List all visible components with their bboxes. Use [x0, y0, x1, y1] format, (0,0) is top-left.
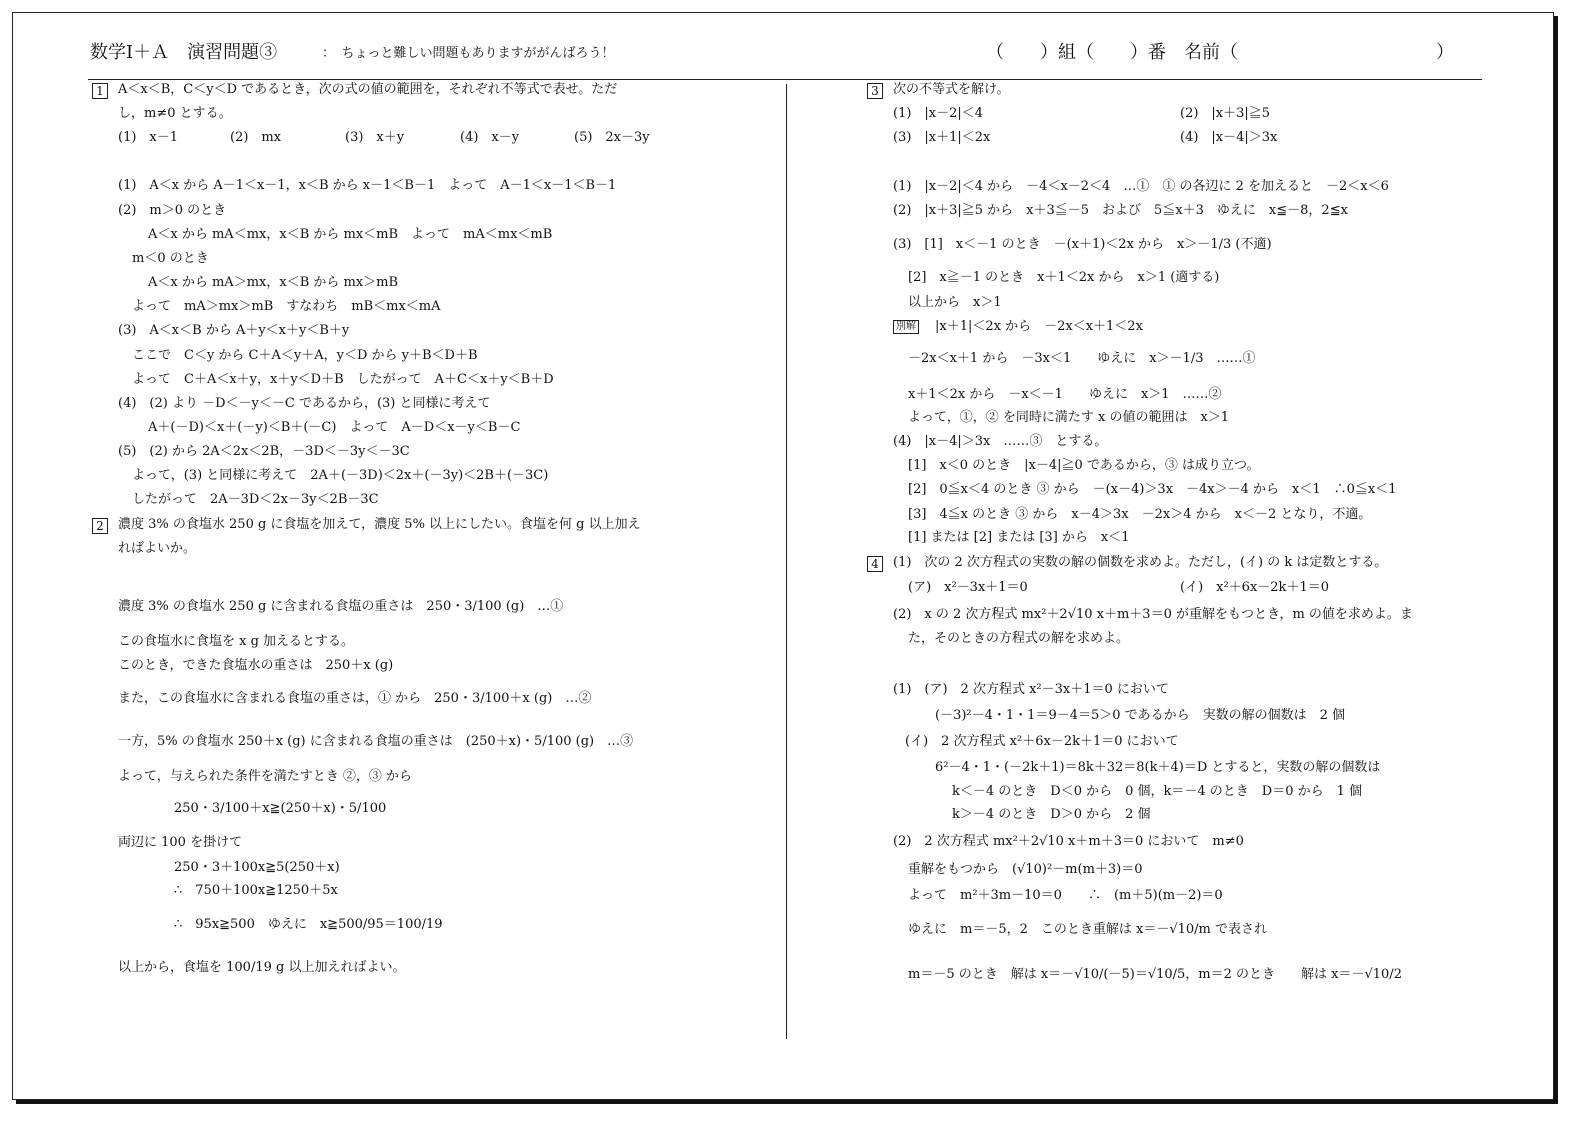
q3-answer-line: [3] 4≦x のとき ③ から x－4＞3x －2x＞4 から x＜－2 となり，不適。 — [908, 507, 1372, 522]
q3-answer-line: (4) |x－4|＞3x ……③ とする。 — [893, 434, 1108, 449]
q1-answer-line: m＜0 のとき — [132, 251, 209, 266]
q1-answer-line: A＋(－D)＜x＋(－y)＜B＋(－C) よって A－D＜x－y＜B－C — [148, 420, 521, 435]
alternate-solution-label: 別解 — [893, 320, 919, 334]
q1-part: (3) x＋y — [345, 130, 405, 145]
question-number-4: 4 — [867, 556, 883, 572]
q1-answer-line: (3) A＜x＜B から A＋y＜x＋y＜B＋y — [118, 323, 350, 338]
q1-part: (4) x－y — [460, 130, 520, 145]
q4-statement-line: た，そのときの方程式の解を求めよ。 — [908, 631, 1130, 646]
q2-statement-line: ればよいか。 — [118, 541, 197, 556]
q3-statement: 次の不等式を解け。 — [893, 82, 1010, 97]
q3-answer-line: (3) [1] x＜－1 のとき －(x＋1)＜2x から x＞－1/3 (不適) — [893, 237, 1272, 252]
q2-answer-line: ∴ 750＋100x≧1250＋5x — [174, 883, 338, 898]
q3-answer-line: |x＋1|＜2x から －2x＜x＋1＜2x — [935, 319, 1143, 334]
q1-answer-line: よって C＋A＜x＋y，x＋y＜D＋B したがって A＋C＜x＋y＜B＋D — [132, 372, 554, 387]
q2-answer-line: この食塩水に食塩を x g 加えるとする。 — [118, 634, 355, 649]
q2-answer-line: 一方，5% の食塩水 250＋x (g) に含まれる食塩の重さは (250＋x)・5/100 (g) …③ — [118, 734, 634, 749]
q3-answer-line: (1) |x－2|＜4 から －4＜x－2＜4 …① ① の各辺に 2 を加えると －2＜x＜6 — [893, 179, 1389, 194]
q4-statement-line: (1) 次の 2 次方程式の実数の解の個数を求めよ。ただし，(イ) の k は定数とする。 — [893, 555, 1388, 570]
q3-answer-line: よって，①，② を同時に満たす x の値の範囲は x＞1 — [908, 410, 1230, 425]
q3-answer-line: [2] x≧－1 のとき x＋1＜2x から x＞1 (適する) — [908, 270, 1220, 285]
question-number-1: 1 — [92, 83, 108, 99]
q3-part: (2) |x＋3|≧5 — [1180, 106, 1271, 121]
worksheet-subtitle: ： ちょっと難しい問題もありますががんばろう！ — [322, 46, 615, 61]
q1-answer-line: (2) m＞0 のとき — [118, 203, 227, 218]
q4-answer-line: 6²－4・1・(－2k＋1)＝8k＋32＝8(k＋4)＝D とすると，実数の解の個数は — [935, 760, 1381, 775]
q1-part: (2) mx — [230, 130, 282, 145]
q4-part: (イ) x²＋6x－2k＋1＝0 — [1180, 580, 1329, 595]
q2-answer-line: よって，与えられた条件を満たすとき ②，③ から — [118, 769, 413, 784]
q1-statement-line: A＜x＜B，C＜y＜D であるとき，次の式の値の範囲を，それぞれ不等式で表せ。ただ — [118, 82, 618, 97]
q3-answer-line: (2) |x＋3|≧5 から x＋3≦－5 および 5≦x＋3 ゆえに x≦－8，2≦x — [893, 203, 1348, 218]
q4-answer-line: (1) (ア) 2 次方程式 x²－3x＋1＝0 において — [893, 682, 1169, 697]
q2-answer-line: また，この食塩水に含まれる食塩の重さは，① から 250・3/100＋x (g) …② — [118, 691, 592, 706]
q2-answer-line: このとき，できた食塩水の重さは 250＋x (g) — [118, 658, 394, 673]
q3-part: (3) |x＋1|＜2x — [893, 130, 991, 145]
q2-answer-line: 250・3＋100x≧5(250＋x) — [174, 860, 340, 875]
q4-answer-line: (イ) 2 次方程式 x²＋6x－2k＋1＝0 において — [905, 734, 1179, 749]
q1-answer-line: (1) A＜x から A－1＜x－1，x＜B から x－1＜B－1 よって A－1＜x－1＜B－1 — [118, 178, 617, 193]
q4-answer-line: k＞－4 のとき D＞0 から 2 個 — [952, 807, 1151, 822]
question-number-2: 2 — [92, 518, 108, 534]
q1-answer-line: (5) (2) から 2A＜2x＜2B，－3D＜－3y＜－3C — [118, 444, 410, 459]
q3-answer-line: 以上から x＞1 — [908, 295, 1002, 310]
q4-answer-line: 重解をもつから (√10)²－m(m＋3)＝0 — [908, 862, 1143, 877]
q2-answer-line: 両辺に 100 を掛けて — [118, 835, 243, 850]
worksheet-title: 数学Ⅰ＋Ａ 演習問題③ — [90, 42, 278, 63]
q3-answer-line: x＋1＜2x から －x＜－1 ゆえに x＞1 ……② — [908, 387, 1222, 402]
q2-answer-line: ∴ 95x≧500 ゆえに x≧500/95＝100/19 — [174, 917, 443, 932]
q4-answer-line: m＝－5 のとき 解は x＝－√10/(－5)＝√10/5，m＝2 のとき 解は x＝－√10/2 — [908, 967, 1402, 982]
q3-part: (4) |x－4|＞3x — [1180, 130, 1278, 145]
q4-statement-line: (2) x の 2 次方程式 mx²＋2√10 x＋m＋3＝0 が重解をもつとき，m の値を求めよ。ま — [893, 607, 1413, 622]
q1-answer-line: よって，(3) と同様に考えて 2A＋(－3D)＜2x＋(－3y)＜2B＋(－3C) — [132, 468, 549, 483]
q2-answer-line: 以上から，食塩を 100/19 g 以上加えればよい。 — [118, 960, 406, 975]
q1-answer-line: ここで C＜y から C＋A＜y＋A，y＜D から y＋B＜D＋B — [132, 348, 478, 363]
q4-part: (ア) x²－3x＋1＝0 — [908, 580, 1028, 595]
q3-answer-line: [1] または [2] または [3] から x＜1 — [908, 530, 1130, 545]
q4-answer-line: (－3)²－4・1・1＝9－4＝5＞0 であるから 実数の解の個数は 2 個 — [935, 708, 1346, 723]
q1-statement-line: し，m≠0 とする。 — [118, 106, 232, 121]
q4-answer-line: (2) 2 次方程式 mx²＋2√10 x＋m＋3＝0 において m≠0 — [893, 834, 1244, 849]
q1-answer-line: (4) (2) より －D＜－y＜－C であるから，(3) と同様に考えて — [118, 396, 491, 411]
q1-part: (1) x－1 — [118, 130, 179, 145]
q4-answer-line: ゆえに m＝－5，2 このとき重解は x＝－√10/m で表され — [908, 922, 1267, 937]
column-divider — [786, 84, 787, 1039]
q3-answer-line: －2x＜x＋1 から －3x＜1 ゆえに x＞－1/3 ……① — [908, 351, 1256, 366]
question-number-3: 3 — [867, 83, 883, 99]
q2-answer-line: 濃度 3% の食塩水 250 g に含まれる食塩の重さは 250・3/100 (g) …① — [118, 599, 564, 614]
q1-part: (5) 2x－3y — [574, 130, 650, 145]
q1-answer-line: よって mA＞mx＞mB すなわち mB＜mx＜mA — [132, 299, 441, 314]
q3-answer-line: [1] x＜0 のとき |x－4|≧0 であるから，③ は成り立つ。 — [908, 458, 1260, 473]
name-field: （ ）組（ ）番 名前（ ） — [986, 42, 1454, 63]
header-divider — [88, 79, 1482, 80]
q2-answer-line: 250・3/100＋x≧(250＋x)・5/100 — [174, 801, 387, 816]
q1-answer-line: A＜x から mA＞mx，x＜B から mx＞mB — [148, 275, 399, 290]
q1-answer-line: A＜x から mA＜mx，x＜B から mx＜mB よって mA＜mx＜mB — [148, 227, 553, 242]
q2-statement-line: 濃度 3% の食塩水 250 g に食塩を加えて，濃度 5% 以上にしたい。食塩を何 g 以上加え — [118, 517, 641, 532]
q4-answer-line: k＜－4 のとき D＜0 から 0 個，k＝－4 のとき D＝0 から 1 個 — [952, 784, 1363, 799]
q1-answer-line: したがって 2A－3D＜2x－3y＜2B－3C — [132, 492, 379, 507]
q3-part: (1) |x－2|＜4 — [893, 106, 984, 121]
q4-answer-line: よって m²＋3m－10＝0 ∴ (m＋5)(m－2)＝0 — [908, 888, 1223, 903]
q3-answer-line: [2] 0≦x＜4 のとき ③ から －(x－4)＞3x －4x＞－4 から x＜1 ∴0≦x＜1 — [908, 482, 1397, 497]
